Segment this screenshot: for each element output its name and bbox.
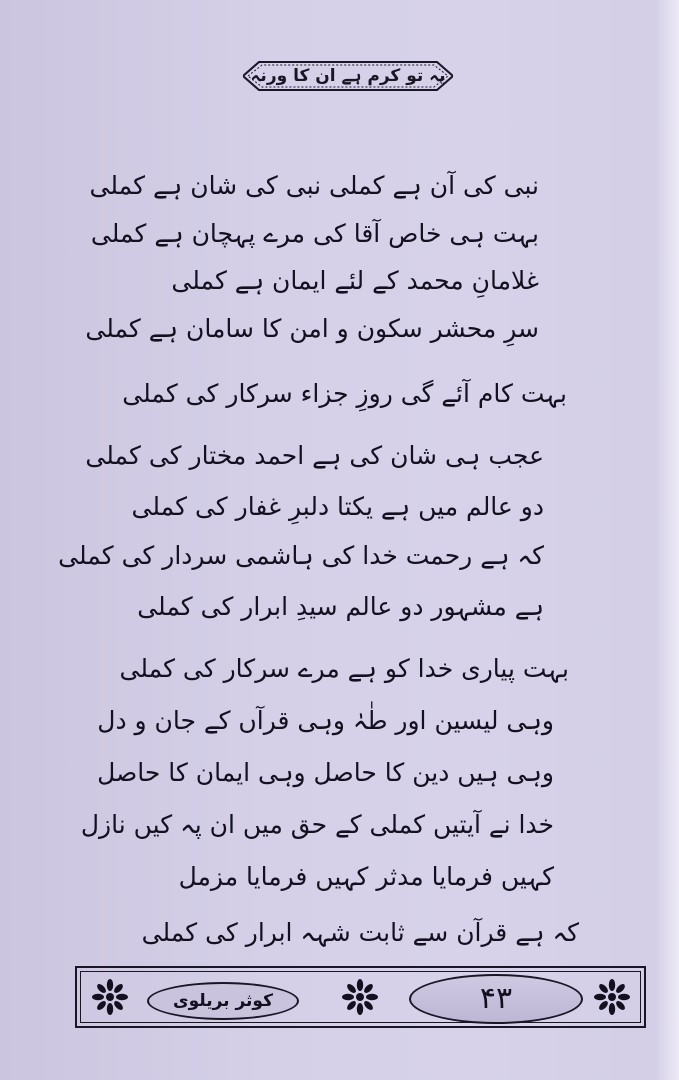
verse-line: عجب ہی شان کی ہے احمد مختار کی کملی — [85, 441, 544, 470]
flower-ornament-icon — [91, 978, 129, 1016]
verse-line: وہی لیسین اور طٰہٰ وہی قرآں کے جان و دل — [97, 706, 554, 735]
verse-line: کہ ہے رحمت خدا کی ہاشمی سردار کی کملی — [58, 541, 544, 570]
verse-line: غلامانِ محمد کے لئے ایمان ہے کملی — [171, 266, 539, 295]
verse-line: دو عالم میں ہے یکتا دلبرِ غفار کی کملی — [131, 492, 544, 521]
poet-name-oval: کوثر بریلوی — [147, 982, 299, 1020]
verse-line: کہ ہے قرآن سے ثابت شہہ ابرار کی کملی — [141, 918, 579, 947]
verse-line: بہت ہی خاص آقا کی مرے پہچان ہے کملی — [90, 219, 539, 248]
flower-ornament-icon — [341, 978, 379, 1016]
verse-line: خدا نے آیتیں کملی کے حق میں ان پہ کیں نازل — [80, 810, 554, 839]
verse-line: ہے مشہور دو عالم سیدِ ابرار کی کملی — [137, 592, 544, 621]
flower-ornament-icon — [593, 978, 631, 1016]
verse-line: بہت کام آئے گی روزِ جزاء سرکار کی کملی — [122, 379, 567, 408]
verse-line: نبی کی آن ہے کملی نبی کی شان ہے کملی — [89, 171, 539, 200]
verse-line: کہیں فرمایا مدثر کہیں فرمایا مزمل — [178, 862, 554, 891]
page-footer — [75, 966, 646, 1028]
verse-line: وہی ہیں دین کا حاصل وہی ایمان کا حاصل — [97, 758, 554, 787]
chapter-title: یہ تو کرم ہے ان کا ورنہ — [250, 66, 446, 86]
verse-line: بہت پیاری خدا کو ہے مرے سرکار کی کملی — [119, 654, 569, 683]
page-number-oval: ۴۳ — [409, 974, 583, 1024]
verse-line: سرِ محشر سکون و امن کا سامان ہے کملی — [85, 314, 539, 343]
